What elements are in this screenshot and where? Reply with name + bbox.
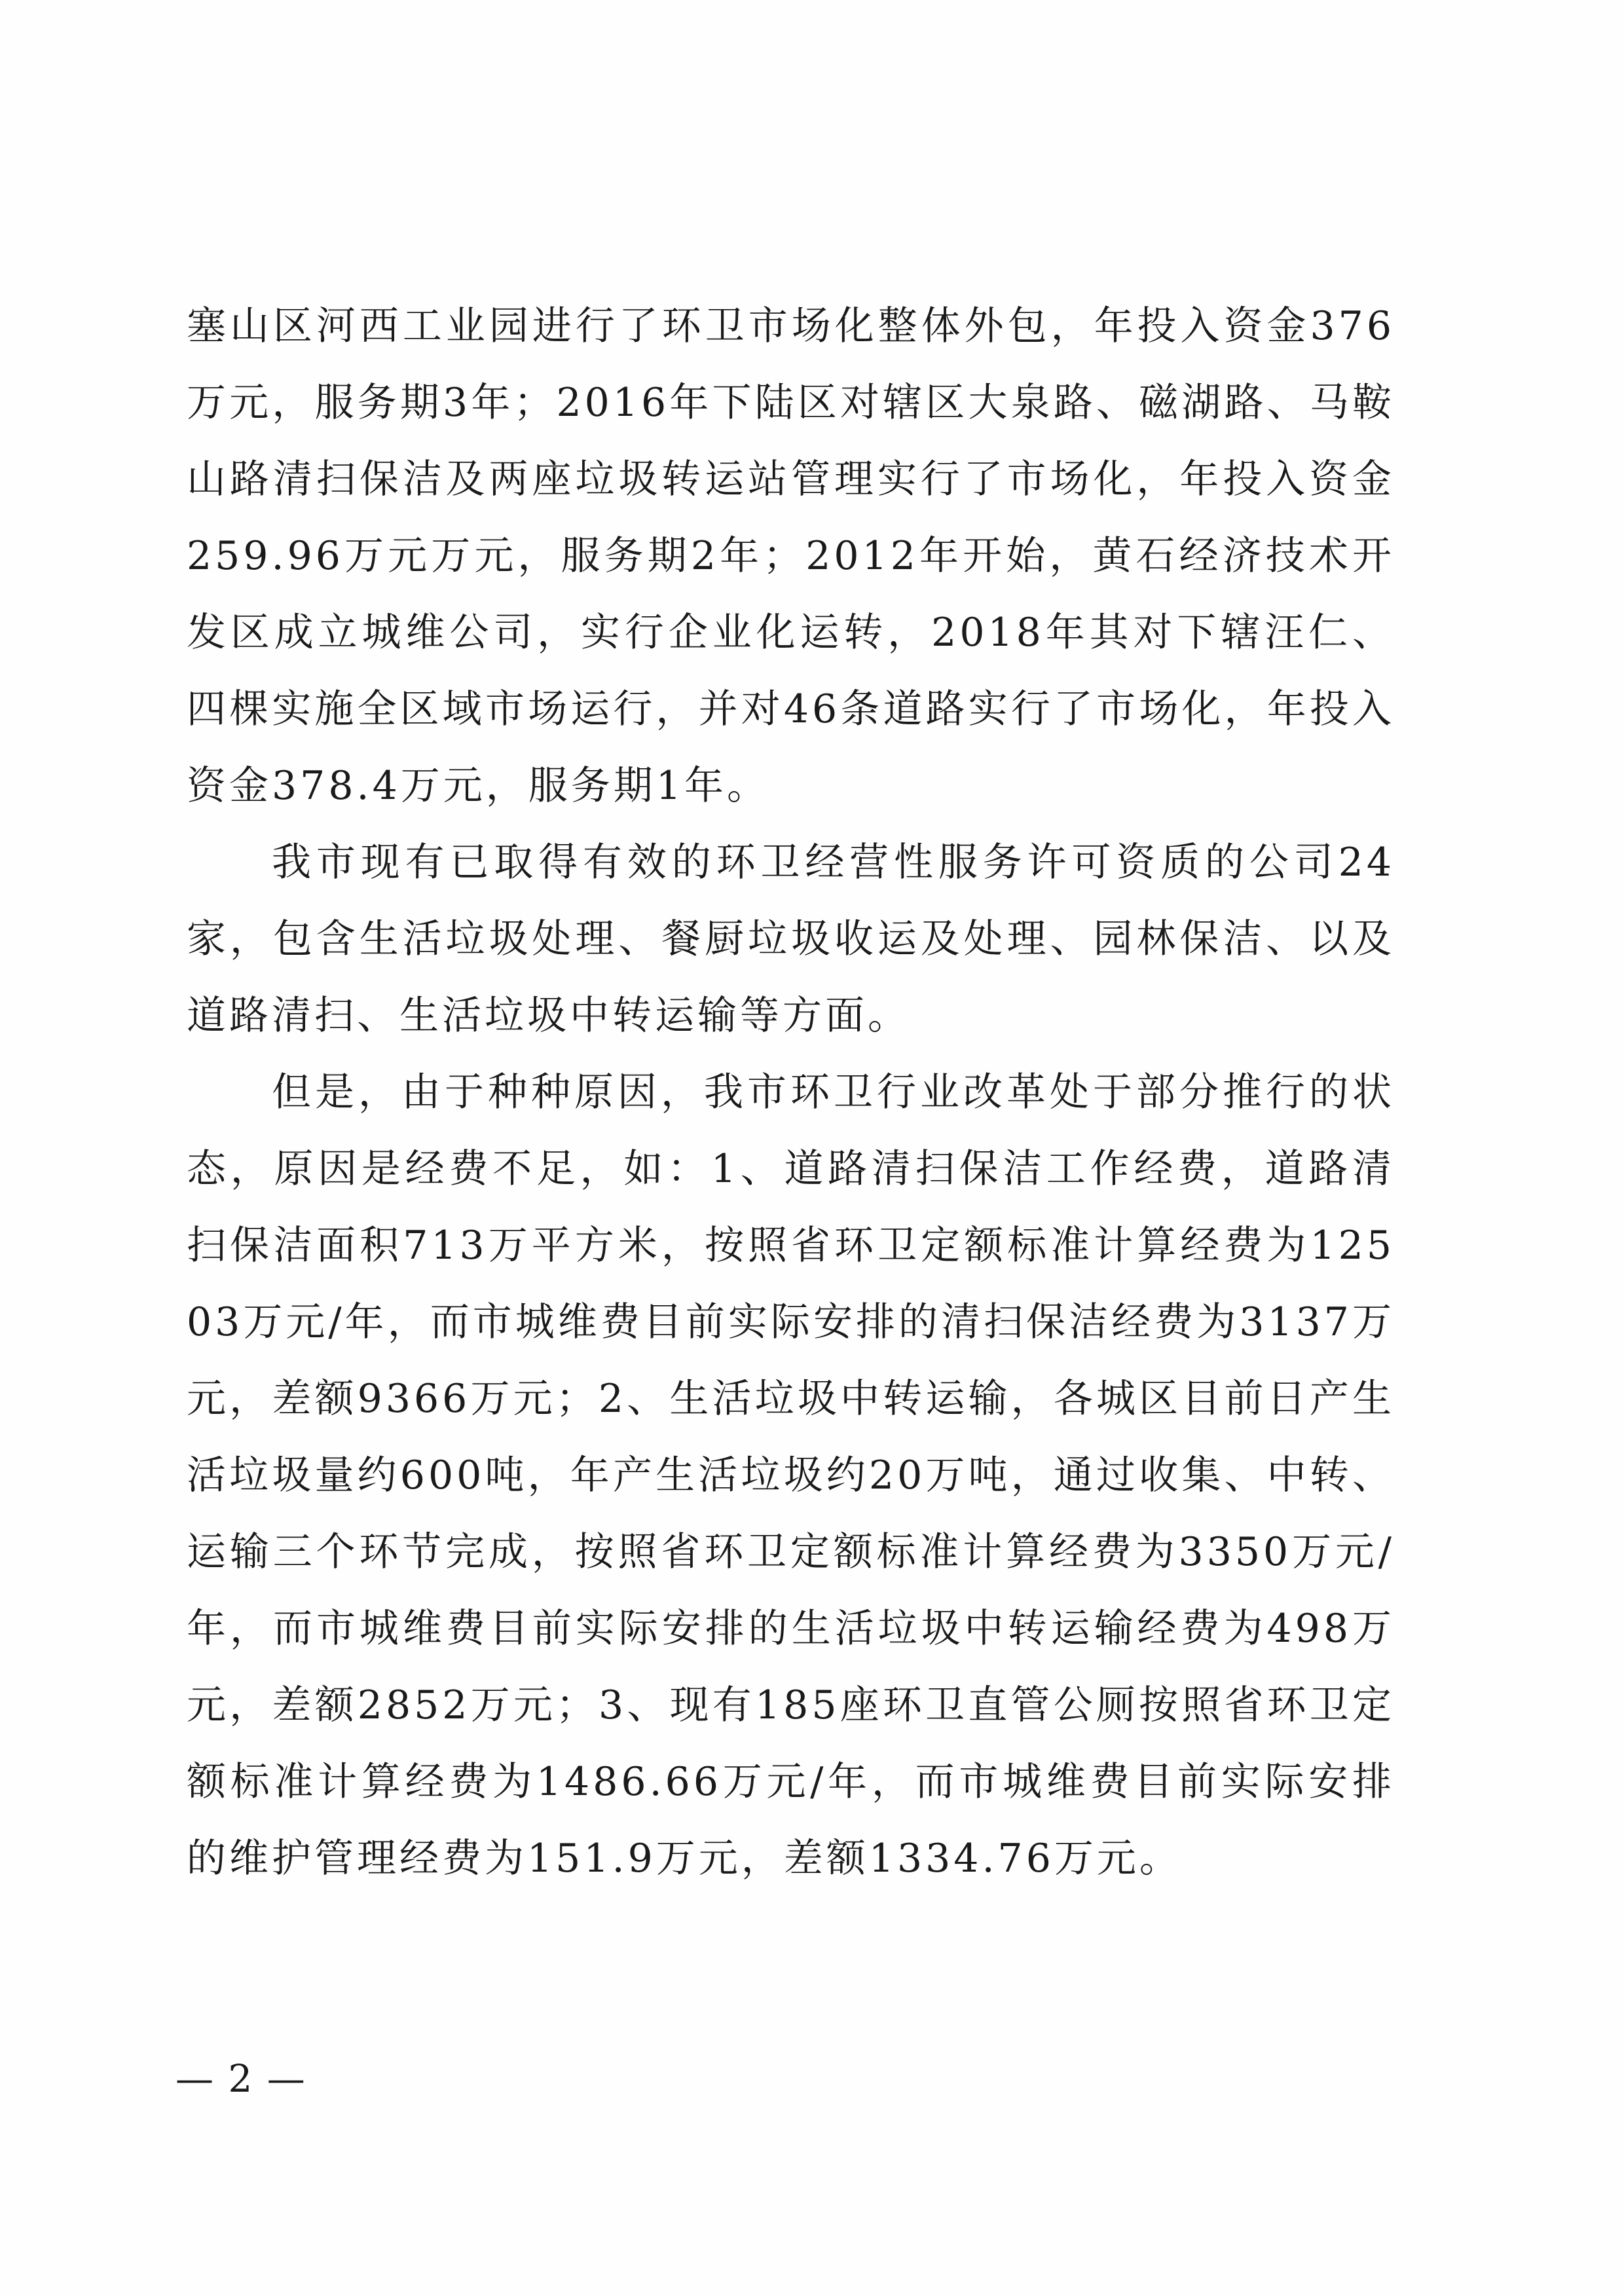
paragraph-sanitation-companies: 我市现有已取得有效的环卫经营性服务许可资质的公司24家，包含生活垃圾处理、餐厨垃圾收运及处理、园林保洁、以及道路清扫、生活垃圾中转运输等方面。 [187, 840, 1395, 1039]
paragraph-continuation: 塞山区河西工业园进行了环卫市场化整体外包，年投入资金376万元，服务期3年；2016年下陆区对辖区大泉路、磁湖路、马鞍山路清扫保洁及两座垃圾转运站管理实行了市场化，年投入资金259.96万元万元，服务期2年；2012年开始，黄石经济技术开发区成立城维公司，实行企业化运转，2018年其对下辖汪仁、四棵实施全区域市场运行，并对46条道路实行了市场化，年投入资金378.4万元，服务期1年。 [187, 303, 1395, 809]
paragraph-funding-shortfall: 但是，由于种种原因，我市环卫行业改革处于部分推行的状态，原因是经费不足，如：1、道路清扫保洁工作经费，道路清扫保洁面积713万平方米，按照省环卫定额标准计算经费为12503万元/年，而市城维费目前实际安排的清扫保洁经费为3137万元，差额9366万元；2、生活垃圾中转运输，各城区目前日产生活垃圾量约600吨，年产生活垃圾约20万吨，通过收集、中转、运输三个环节完成，按照省环卫定额标准计算经费为3350万元/年，而市城维费目前实际安排的生活垃圾中转运输经费为498万元，差额2852万元；3、现有185座环卫直管公厕按照省环卫定额标准计算经费为1486.66万元/年，而市城维费目前实际安排的维护管理经费为151.9万元，差额1334.76万元。 [187, 1069, 1395, 1881]
document-body [187, 288, 1395, 1897]
page-number: — 2 — [175, 2056, 306, 2101]
